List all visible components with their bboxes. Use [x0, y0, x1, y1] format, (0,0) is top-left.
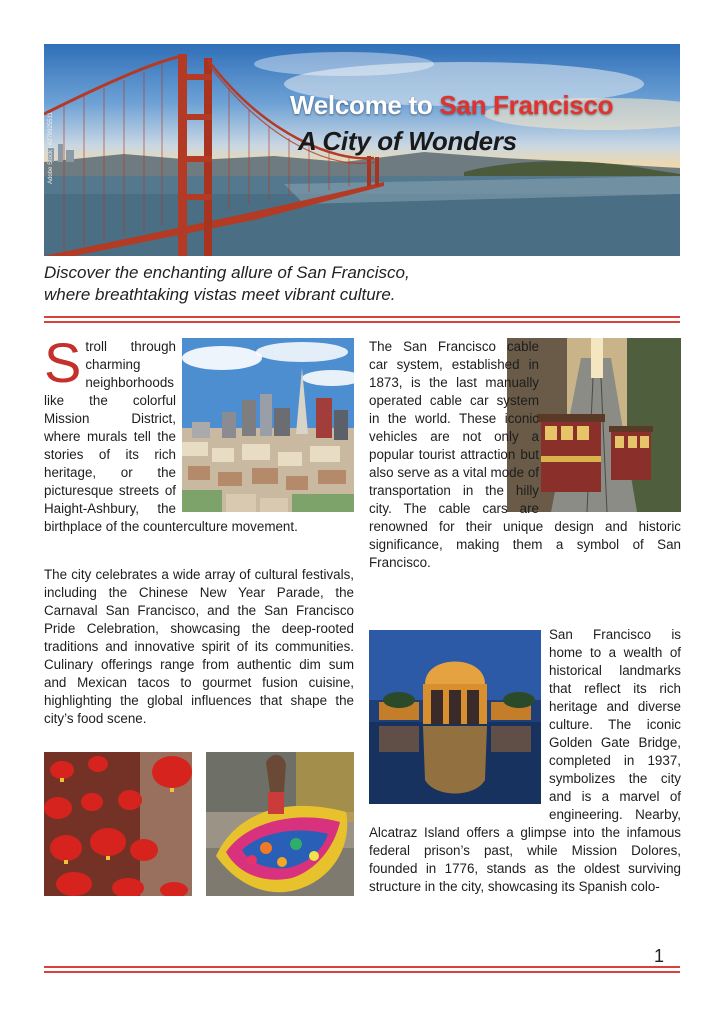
column-1-paragraph-2: The city celebrates a wide array of cultural festivals, including the Chinese New Year Parade, the Carnaval San Francisco, and the San Francisco Pride Celebration, showcasing the deep-rooted traditions and innovative spirit of its communities. Culinary offerings range from authentic dim sum and Mexican tacos to gourmet fusion cuisine, highlighting the global influences that shape the city’s food scene. [44, 567, 354, 726]
column-2-paragraph-1-text: The San Francisco cable car system, established in 1873, is the last manually operated cable car system in the world. These iconic vehicles are not only a popular tourist attraction but also serve as a vital mode of transportation in the hilly city. The cable cars are renowned for their unique design and historic significance, making them a symbol of San Francisco. [369, 339, 681, 570]
lanterns-image [44, 752, 192, 896]
column-2-paragraph-2-text: San Francisco is home to a wealth of historical landmarks that reflect its rich heritage and diverse culture. The iconic Golden Gate Bridge, completed in 1937, symbolizes the city and is a marvel of engineering. Nearby, Alcatraz Island offers a glimpse into the infamous federal prison’s past, while Mission Dolores, founded in 1776, stands as the oldest surviving structure in the city, showcasing its Spanish colo- [369, 627, 681, 894]
hero-subtitle: A City of Wonders [298, 126, 517, 156]
hero-title-accent: San Francisco [439, 90, 614, 120]
hero-title-prefix: Welcome to [290, 90, 440, 120]
image-float-spacer [539, 338, 681, 516]
hero-image-golden-gate [44, 44, 680, 256]
image-float-spacer [176, 338, 354, 518]
page-number: 1 [654, 946, 665, 966]
photo-credit: Adobe Stock | #279925511 [48, 112, 54, 184]
top-divider [44, 316, 680, 323]
drop-cap: S [44, 331, 82, 394]
column-2-paragraph-2 [369, 626, 681, 896]
image-float-spacer [369, 626, 549, 822]
column-1-paragraph-1: troll through charming neighborhoods like the colorful Mission District, where murals tell the stories of its rich heritage, or the picturesque streets of Haight-Ashbury, the birthplace of the counterculture movement. [44, 339, 298, 534]
intro-line-1: Discover the enchanting allure of San Francisco, [44, 263, 410, 282]
carnaval-dancer-photo [206, 752, 354, 896]
intro-tagline [44, 262, 664, 306]
hero-title [290, 90, 613, 121]
dancer-image [206, 752, 354, 896]
column-1-text [44, 331, 354, 536]
intro-line-2: where breathtaking vistas meet vibrant culture. [44, 285, 396, 304]
column-2-paragraph-1 [369, 338, 681, 572]
bottom-divider [44, 966, 680, 973]
chinatown-lanterns-photo [44, 752, 192, 896]
